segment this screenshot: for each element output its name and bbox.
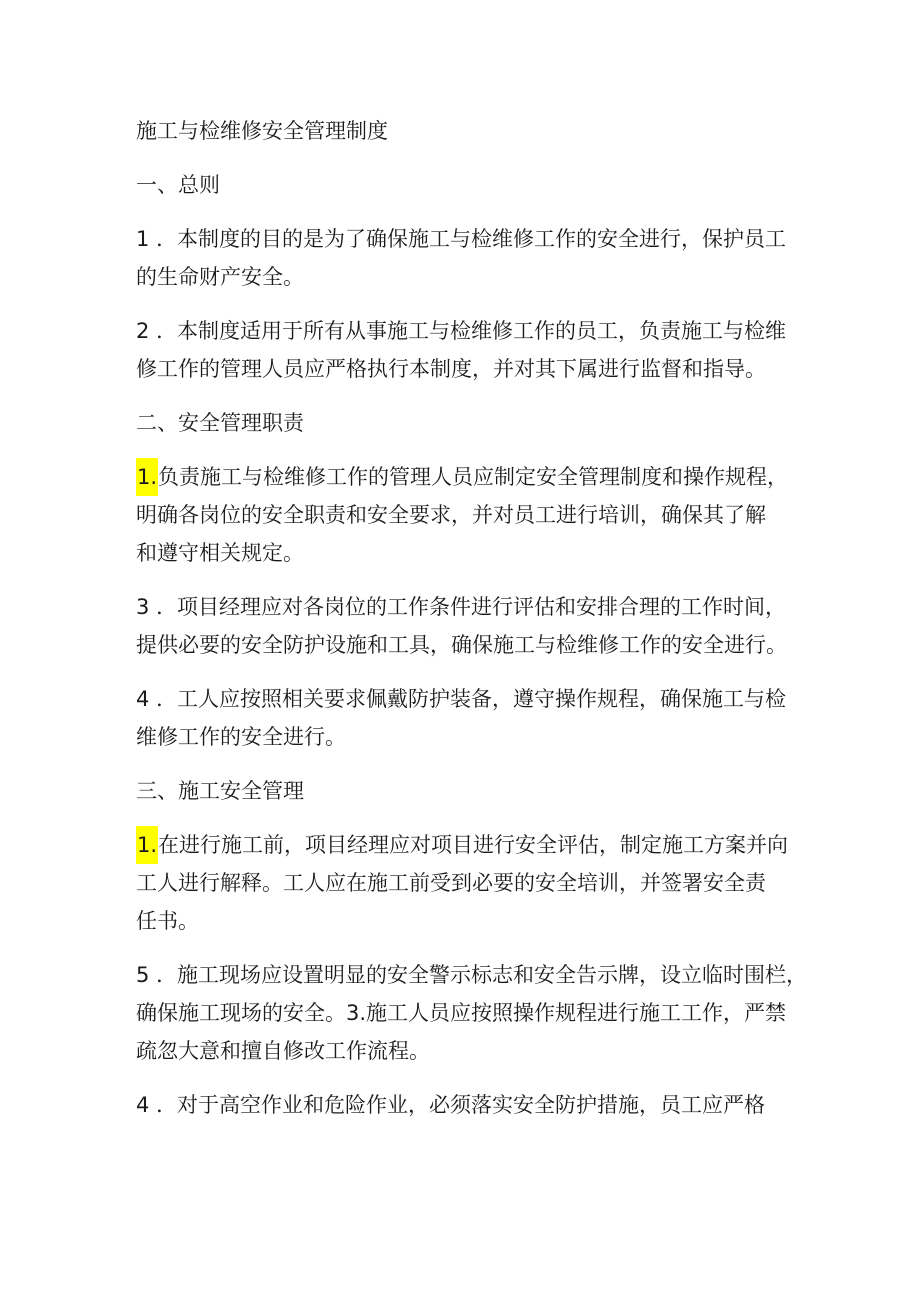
item-text: ．工人应按照相关要求佩戴防护装备，遵守操作规程，确保施工与检 xyxy=(156,687,787,711)
paragraph-line xyxy=(136,220,810,258)
item-text: 修工作的管理人员应严格执行本制度，并对其下属进行监督和指导。 xyxy=(136,357,766,381)
item-text: 确保施工现场的安全。3.施工人员应按照操作规程进行施工工作，严禁 xyxy=(136,1001,787,1025)
item-text: 工人进行解释。工人应在施工前受到必要的安全培训，并签署安全责 xyxy=(136,871,766,895)
item-number: 1. xyxy=(136,826,158,864)
document-body xyxy=(136,166,810,1140)
paragraph-line xyxy=(136,534,810,572)
section-heading: 一、总则 xyxy=(136,173,220,197)
paragraph-line xyxy=(136,718,810,756)
item-text: 在进行施工前，项目经理应对项目进行安全评估，制定施工方案并向 xyxy=(158,833,789,857)
paragraph-line xyxy=(136,458,810,496)
item-number: 4 xyxy=(136,687,150,711)
paragraph-line xyxy=(136,1032,810,1070)
item-text: 任书。 xyxy=(136,909,199,933)
paragraph-line xyxy=(136,902,810,940)
item-text: ．项目经理应对各岗位的工作条件进行评估和安排合理的工作时间， xyxy=(156,595,787,619)
paragraph-line xyxy=(136,956,810,994)
item-text: ．对于高空作业和危险作业，必须落实安全防护措施，员工应严格 xyxy=(156,1093,766,1117)
section-heading: 二、安全管理职责 xyxy=(136,411,304,435)
item-number: 5 xyxy=(136,963,150,987)
paragraph-line xyxy=(136,588,810,626)
paragraph-line xyxy=(136,864,810,902)
paragraph-line xyxy=(136,312,810,350)
list-item xyxy=(136,826,810,940)
paragraph-line xyxy=(136,680,810,718)
paragraph-line xyxy=(136,826,810,864)
list-item xyxy=(136,1086,810,1124)
item-text: 维修工作的安全进行。 xyxy=(136,725,346,749)
item-text: 疏忽大意和擅自修改工作流程。 xyxy=(136,1039,430,1063)
paragraph-line xyxy=(136,350,810,388)
section-heading: 三、施工安全管理 xyxy=(136,779,304,803)
item-text: ．本制度适用于所有从事施工与检维修工作的员工，负责施工与检维 xyxy=(156,319,787,343)
paragraph-line xyxy=(136,1086,810,1124)
list-item xyxy=(136,588,810,664)
item-number: 2 xyxy=(136,319,150,343)
list-item xyxy=(136,312,810,388)
item-text: 明确各岗位的安全职责和安全要求，并对员工进行培训，确保其了解 xyxy=(136,503,766,527)
paragraph-line xyxy=(136,496,810,534)
item-text: 的生命财产安全。 xyxy=(136,265,304,289)
item-text: 提供必要的安全防护设施和工具，确保施工与检维修工作的安全进行。 xyxy=(136,633,787,657)
item-text: 和遵守相关规定。 xyxy=(136,541,304,565)
item-number: 4 xyxy=(136,1093,150,1117)
item-text: 负责施工与检维修工作的管理人员应制定安全管理制度和操作规程， xyxy=(158,465,789,489)
item-text: ．本制度的目的是为了确保施工与检维修工作的安全进行，保护员工 xyxy=(156,227,787,251)
paragraph-line xyxy=(136,994,810,1032)
paragraph-line xyxy=(136,258,810,296)
paragraph-line xyxy=(136,626,810,664)
item-text: ．施工现场应设置明显的安全警示标志和安全告示牌，设立临时围栏， xyxy=(156,963,808,987)
item-number: 3 xyxy=(136,595,150,619)
item-number: 1. xyxy=(136,458,158,496)
document-title: 施工与检维修安全管理制度 xyxy=(136,119,388,143)
item-number: 1 xyxy=(136,227,150,251)
list-item xyxy=(136,680,810,756)
list-item xyxy=(136,956,810,1070)
list-item xyxy=(136,458,810,572)
list-item xyxy=(136,220,810,296)
